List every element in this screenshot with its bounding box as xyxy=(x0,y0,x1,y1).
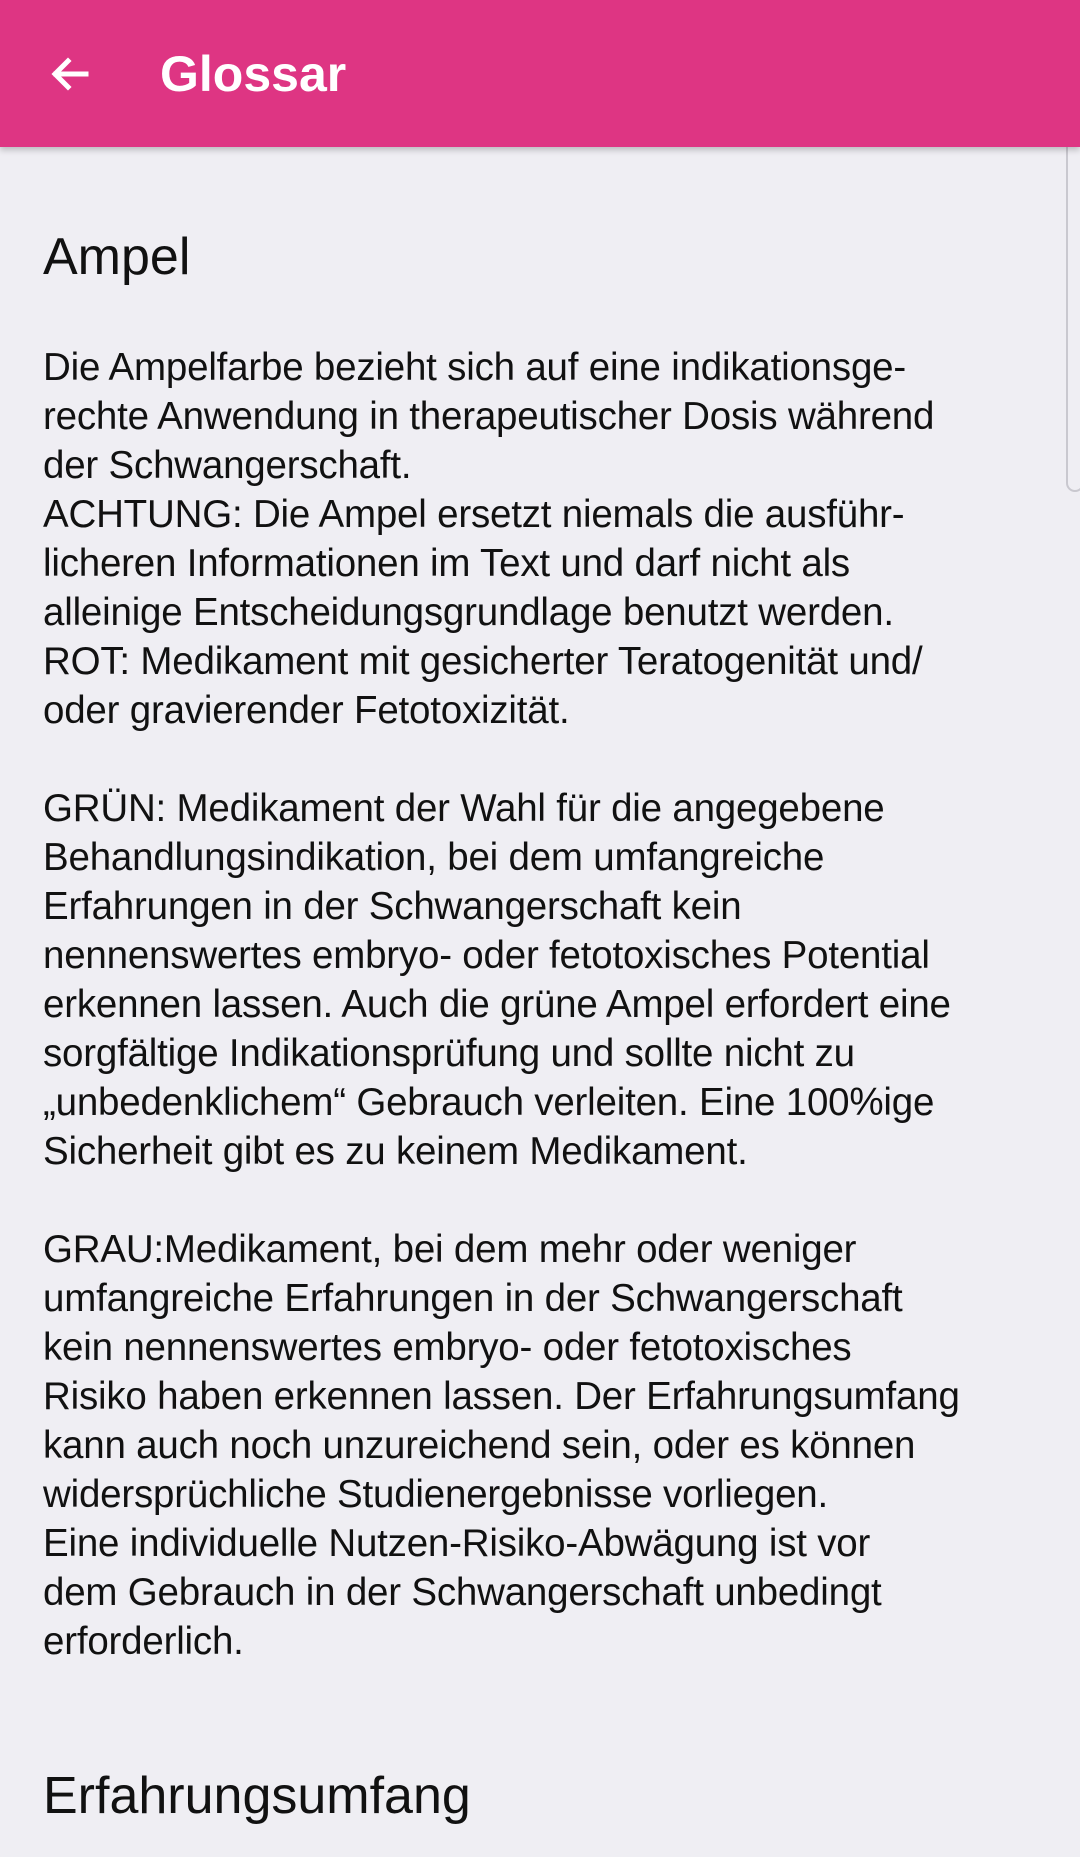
app-bar xyxy=(0,0,1080,147)
entry-paragraph xyxy=(43,784,951,1176)
text-line: der Schwangerschaft. xyxy=(43,444,412,487)
text-line: Erfahrungen in der Schwangerschaft kein xyxy=(43,885,742,928)
text-line: licheren Informationen im Text und darf nicht als xyxy=(43,542,850,585)
text-line: oder gravierender Fetotoxizität. xyxy=(43,689,570,732)
text-line: widersprüchliche Studienergebnisse vorliegen. xyxy=(43,1473,828,1516)
entry-title-erfahrungsumfang: Erfahrungsumfang xyxy=(43,1767,471,1825)
text-line: erforderlich. xyxy=(43,1620,244,1663)
entry-paragraph xyxy=(43,1225,960,1666)
text-line: kein nennenswertes embryo- oder fetotoxisches xyxy=(43,1326,852,1369)
text-line: GRÜN: Medikament der Wahl für die angegebene xyxy=(43,787,885,830)
text-line: sorgfältige Indikationsprüfung und sollte nicht zu xyxy=(43,1032,855,1075)
text-line: ACHTUNG: Die Ampel ersetzt niemals die ausführ- xyxy=(43,493,905,536)
back-button[interactable] xyxy=(30,34,110,114)
text-line: Behandlungsindikation, bei dem umfangreiche xyxy=(43,836,825,879)
arrow-left-icon xyxy=(46,50,94,98)
text-line: Eine individuelle Nutzen-Risiko-Abwägung ist vor xyxy=(43,1522,871,1565)
page-title: Glossar xyxy=(160,46,347,102)
text-line: Sicherheit gibt es zu keinem Medikament. xyxy=(43,1130,748,1173)
text-line: Risiko haben erkennen lassen. Der Erfahrungsumfang xyxy=(43,1375,960,1418)
text-line: dem Gebrauch in der Schwangerschaft unbedingt xyxy=(43,1571,882,1614)
text-line: „unbedenklichem“ Gebrauch verleiten. Eine 100%ige xyxy=(43,1081,935,1124)
text-line: Die Ampelfarbe bezieht sich auf eine indikationsge- xyxy=(43,346,906,389)
text-line: alleinige Entscheidungsgrundlage benutzt werden. xyxy=(43,591,894,634)
entry-paragraph xyxy=(43,343,934,637)
entry-title-ampel: Ampel xyxy=(43,228,191,286)
text-line: umfangreiche Erfahrungen in der Schwangerschaft xyxy=(43,1277,903,1320)
text-line: rechte Anwendung in therapeutischer Dosis während xyxy=(43,395,935,438)
text-line: erkennen lassen. Auch die grüne Ampel erfordert eine xyxy=(43,983,951,1026)
text-line: GRAU:Medikament, bei dem mehr oder weniger xyxy=(43,1228,857,1271)
entry-paragraph xyxy=(43,637,923,735)
scrollbar-handle[interactable] xyxy=(1066,128,1080,492)
text-line: ROT: Medikament mit gesicherter Teratogenität und/ xyxy=(43,640,923,683)
glossary-content[interactable] xyxy=(0,147,1080,1857)
text-line: nennenswertes embryo- oder fetotoxisches Potential xyxy=(43,934,930,977)
text-line: kann auch noch unzureichend sein, oder es können xyxy=(43,1424,916,1467)
